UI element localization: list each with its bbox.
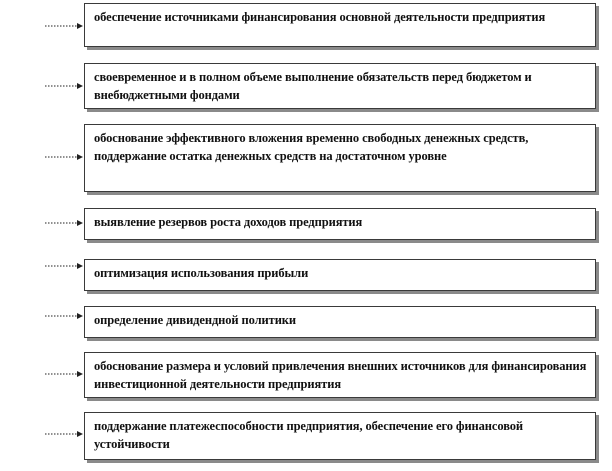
- function-box: [84, 306, 596, 338]
- function-text: определение дивидендной политики: [94, 313, 297, 327]
- dotted-arrow-icon: [45, 153, 83, 161]
- function-box: [84, 208, 596, 240]
- function-text: своевременное и в полном объеме выполнение обязательств перед бюджетом и внебюджетными фондами: [94, 70, 532, 102]
- function-text: обеспечение источниками финансирования основной деятельности предприятия: [94, 10, 546, 24]
- dotted-arrow-icon: [45, 312, 83, 320]
- function-box: [84, 3, 596, 47]
- dotted-arrow-icon: [45, 22, 83, 30]
- function-text: оптимизация использования прибыли: [94, 266, 309, 280]
- function-text: выявление резервов роста доходов предприятия: [94, 215, 363, 229]
- dotted-arrow-icon: [45, 430, 83, 438]
- function-text: поддержание платежеспособности предприятия, обеспечение его финансовой устойчивости: [94, 419, 524, 451]
- function-box: [84, 412, 596, 460]
- function-box: [84, 352, 596, 398]
- dotted-arrow-icon: [45, 82, 83, 90]
- dotted-arrow-icon: [45, 370, 83, 378]
- dotted-arrow-icon: [45, 262, 83, 270]
- function-box: [84, 259, 596, 291]
- function-box: [84, 124, 596, 192]
- function-box: [84, 63, 596, 109]
- function-text: обоснование эффективного вложения временно свободных денежных средств, поддержание остатка денежных средств на достаточном уровне: [94, 131, 529, 163]
- dotted-arrow-icon: [45, 219, 83, 227]
- function-text: обоснование размера и условий привлечения внешних источников для финансирования инвестиционной деятельности предприятия: [94, 359, 587, 391]
